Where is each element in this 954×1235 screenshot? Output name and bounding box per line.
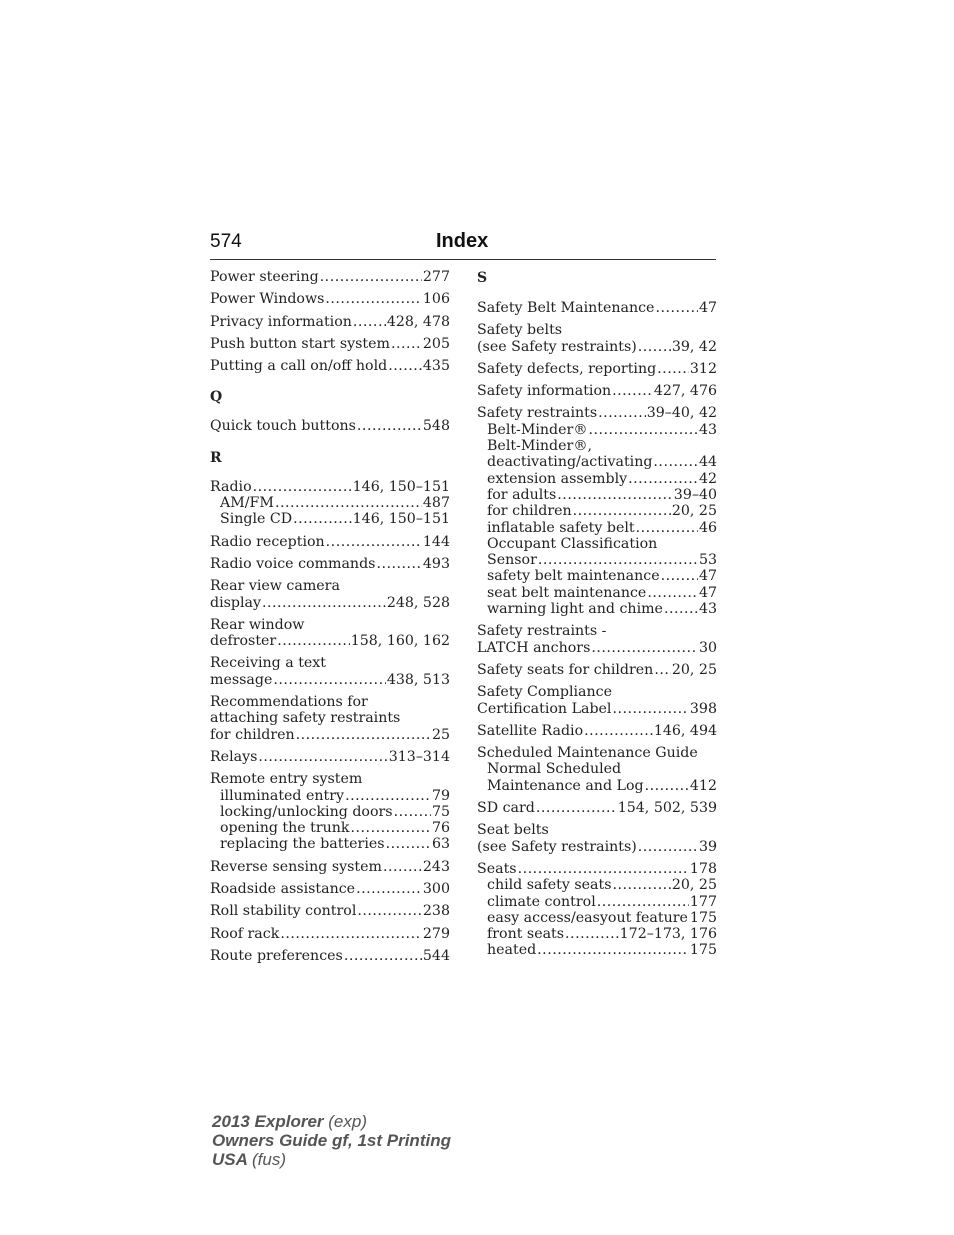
- index-entry-line: [210, 881, 450, 897]
- index-subentry: [477, 471, 717, 487]
- dot-leader: [598, 405, 646, 421]
- page-reference: 238: [422, 903, 450, 920]
- page-reference: 279: [422, 925, 450, 942]
- footer-market-code: (fus): [252, 1150, 286, 1169]
- entry-term: SD card: [477, 800, 535, 817]
- index-entry-line: [477, 300, 717, 316]
- entry-term: locking/unlocking doors: [220, 803, 393, 820]
- index-entry: [210, 694, 450, 743]
- dot-leader: [383, 859, 422, 875]
- index-entry-line: [210, 479, 450, 495]
- page-reference: 398: [689, 700, 717, 717]
- dot-leader: [275, 495, 422, 511]
- entry-term: for children: [487, 503, 572, 520]
- index-subentry: [477, 585, 717, 601]
- index-entry-line: [477, 640, 717, 656]
- entry-term: Push button start system: [210, 335, 390, 352]
- index-entry: [477, 623, 717, 656]
- entry-term: Belt-Minder®: [487, 421, 588, 438]
- index-subentry: [477, 520, 717, 536]
- entry-term: LATCH anchors: [477, 639, 591, 656]
- page-reference: 43: [698, 421, 717, 438]
- index-entry-line: [210, 694, 450, 710]
- index-entry-line: [210, 727, 450, 743]
- page-reference: 144: [422, 533, 450, 550]
- index-entry-line: [477, 322, 717, 338]
- page-reference: 175: [689, 942, 717, 959]
- dot-leader: [557, 487, 673, 503]
- entry-term: Scheduled Maintenance Guide: [477, 745, 698, 762]
- index-subentry: [477, 894, 717, 910]
- page-reference: 75: [431, 803, 450, 820]
- entry-term: Maintenance and Log: [487, 777, 644, 794]
- entry-term: attaching safety restraints: [210, 710, 401, 727]
- page-reference: 20, 25: [671, 503, 717, 520]
- index-entry-line: [210, 771, 450, 787]
- page-reference: 248, 528: [386, 594, 450, 611]
- index-entry-line: [210, 269, 450, 285]
- entry-term: Quick touch buttons: [210, 418, 356, 435]
- dot-leader: [293, 511, 351, 527]
- index-entry: [210, 881, 450, 897]
- index-subentry: [210, 836, 450, 852]
- entry-term: easy access/easyout feature: [487, 909, 688, 926]
- index-entry-line: [477, 339, 717, 355]
- entry-term: Safety Belt Maintenance: [477, 300, 655, 316]
- index-subentry: [210, 820, 450, 836]
- dot-leader: [537, 942, 689, 958]
- page-reference: 146, 494: [653, 722, 717, 739]
- footer-model-code: (exp): [328, 1112, 367, 1131]
- entry-term: (see Safety restraints): [477, 338, 637, 355]
- index-entry: [210, 926, 450, 942]
- index-entry: [477, 684, 717, 717]
- index-entry: [477, 322, 717, 355]
- entry-term: Safety restraints: [477, 405, 598, 422]
- dot-leader: [638, 839, 698, 855]
- entry-term: inflatable safety belt: [487, 519, 635, 536]
- dot-leader: [538, 552, 698, 568]
- entry-term: Remote entry system: [210, 771, 363, 788]
- index-subentry: [477, 503, 717, 519]
- index-entry-line: [210, 291, 450, 307]
- index-entry: [477, 723, 717, 739]
- index-letter-heading: S: [477, 270, 488, 286]
- entry-term: safety belt maintenance: [487, 568, 660, 585]
- index-entry-line: [477, 684, 717, 700]
- index-entry: [477, 745, 717, 794]
- page-reference: 39, 42: [671, 338, 717, 355]
- index-entry-line: [477, 745, 717, 761]
- entry-term: Single CD: [220, 511, 293, 528]
- index-entry: [477, 361, 717, 377]
- dot-leader: [591, 640, 698, 656]
- index-entry: [210, 358, 450, 374]
- document-footer: [212, 1112, 451, 1169]
- dot-leader: [280, 926, 422, 942]
- entry-term: Safety defects, reporting: [477, 360, 657, 377]
- dot-leader: [357, 418, 422, 434]
- index-entry-line: [477, 623, 717, 639]
- index-entry-line: [210, 926, 450, 942]
- dot-leader: [277, 633, 350, 649]
- page-reference: 313–314: [388, 748, 450, 765]
- dot-leader: [325, 291, 422, 307]
- page-reference: 76: [431, 820, 450, 837]
- page-reference: 20, 25: [671, 877, 717, 894]
- index-entry: [210, 655, 450, 688]
- page-reference: 493: [422, 555, 450, 572]
- index-subentry: [477, 487, 717, 503]
- page-reference: 438, 513: [386, 671, 450, 688]
- entry-term: AM/FM: [220, 495, 274, 512]
- entry-term: Radio: [210, 478, 252, 495]
- entry-term: replacing the batteries: [220, 836, 385, 853]
- index-entry-line: [210, 655, 450, 671]
- page-reference: 177: [689, 893, 717, 910]
- index-subentry: [477, 422, 717, 438]
- index-entry-line: [477, 822, 717, 838]
- entry-term: Roof rack: [210, 925, 280, 942]
- page-reference: 178: [689, 860, 717, 877]
- page-reference: 428, 478: [386, 313, 450, 330]
- index-entry-line: [210, 418, 450, 434]
- dot-leader: [647, 585, 698, 601]
- page-reference: 158, 160, 162: [350, 633, 450, 650]
- entry-term: for adults: [487, 486, 557, 503]
- index-entry-line: [210, 358, 450, 374]
- dot-leader: [253, 479, 352, 495]
- dot-leader: [296, 727, 431, 743]
- index-entry-line: [210, 948, 450, 964]
- entry-term: Safety restraints -: [477, 623, 607, 640]
- index-entry-line: [210, 578, 450, 594]
- page-reference: 544: [422, 947, 450, 964]
- entry-term: Receiving a text: [210, 655, 327, 672]
- entry-term: Putting a call on/off hold: [210, 358, 388, 375]
- page-reference: 412: [689, 777, 717, 794]
- dot-leader: [356, 881, 422, 897]
- dot-leader: [612, 383, 653, 399]
- entry-term: warning light and chime: [487, 601, 663, 618]
- dot-leader: [612, 877, 670, 893]
- entry-term: Relays: [210, 748, 258, 765]
- index-entry-line: [210, 672, 450, 688]
- dot-leader: [394, 804, 431, 820]
- entry-term: Power Windows: [210, 291, 325, 308]
- index-entry: [210, 617, 450, 650]
- page-reference: 243: [422, 858, 450, 875]
- index-entry: [210, 903, 450, 919]
- index-entry-line: [210, 749, 450, 765]
- entry-term: climate control: [487, 893, 596, 910]
- index-entry: [210, 314, 450, 330]
- index-entry-line: [477, 701, 717, 717]
- index-entry: [210, 336, 450, 352]
- dot-leader: [584, 723, 653, 739]
- index-entry: [210, 859, 450, 875]
- page-reference: 47: [698, 300, 717, 316]
- index-subentry: [477, 568, 717, 584]
- page-reference: 427, 476: [653, 383, 717, 400]
- dot-leader: [353, 314, 386, 330]
- index-entry: [210, 556, 450, 572]
- index-subentry: [210, 788, 450, 804]
- index-subentry: [210, 511, 450, 527]
- page-reference: 53: [698, 552, 717, 569]
- index-entry: [210, 948, 450, 964]
- dot-leader: [357, 903, 422, 919]
- index-subentry: [477, 910, 717, 926]
- entry-term: (see Safety restraints): [477, 838, 637, 855]
- entry-term: Sensor: [487, 552, 537, 569]
- dot-leader: [344, 948, 422, 964]
- dot-leader: [518, 861, 689, 877]
- index-entry: [210, 578, 450, 611]
- page-reference: 146, 150–151: [352, 478, 450, 495]
- index-subentry: [477, 761, 717, 777]
- page-header: [210, 229, 716, 260]
- index-entry: [210, 749, 450, 765]
- dot-leader: [589, 422, 698, 438]
- entry-term: front seats: [487, 926, 565, 943]
- page-reference: 43: [698, 601, 717, 618]
- dot-leader: [597, 894, 689, 910]
- dot-leader: [661, 568, 698, 584]
- page-reference: 205: [422, 335, 450, 352]
- index-subentry: [210, 495, 450, 511]
- page-reference: 30: [698, 639, 717, 656]
- entry-term: Seats: [477, 860, 517, 877]
- dot-leader: [536, 800, 617, 816]
- entry-term: defroster: [210, 633, 277, 650]
- entry-term: Privacy information: [210, 313, 352, 330]
- entry-term: Safety information: [477, 383, 612, 400]
- entry-term: Reverse sensing system: [210, 858, 382, 875]
- footer-edition: Owners Guide gf, 1st Printing: [212, 1131, 451, 1150]
- entry-term: Belt-Minder®,: [487, 438, 593, 455]
- index-entry: [210, 418, 450, 434]
- page-reference: 487: [422, 495, 450, 512]
- page-reference: 25: [431, 726, 450, 743]
- page-reference: 39–40: [673, 486, 717, 503]
- dot-leader: [273, 672, 385, 688]
- dot-leader: [655, 300, 697, 316]
- page-reference: 146, 150–151: [352, 511, 450, 528]
- index-subentry: [477, 601, 717, 617]
- dot-leader: [376, 556, 421, 572]
- index-subentry: [477, 877, 717, 893]
- index-subentry: [477, 438, 717, 454]
- index-subentry: [477, 778, 717, 794]
- index-column-right: [477, 266, 717, 965]
- dot-leader: [388, 358, 422, 374]
- page-reference: 47: [698, 568, 717, 585]
- dot-leader: [645, 778, 689, 794]
- index-entry-line: [477, 861, 717, 877]
- entry-term: Occupant Classification: [487, 535, 658, 552]
- page-reference: 39–40, 42: [646, 405, 717, 422]
- footer-line-1: [212, 1112, 451, 1131]
- index-entry-line: [210, 336, 450, 352]
- entry-term: Safety Compliance: [477, 684, 612, 701]
- dot-leader: [612, 701, 688, 717]
- index-entry-line: [210, 903, 450, 919]
- entry-term: heated: [487, 942, 537, 959]
- entry-term: for children: [210, 726, 295, 743]
- index-entry: [210, 534, 450, 550]
- footer-model: 2013 Explorer: [212, 1112, 324, 1131]
- dot-leader: [653, 454, 698, 470]
- index-column-left: [210, 266, 450, 970]
- index-entry-line: [210, 534, 450, 550]
- page-reference: 44: [698, 454, 717, 471]
- footer-line-2: [212, 1131, 451, 1150]
- entry-term: Radio reception: [210, 533, 325, 550]
- entry-term: Roadside assistance: [210, 881, 356, 898]
- entry-term: Roll stability control: [210, 903, 357, 920]
- index-entry-line: [477, 723, 717, 739]
- index-entry-line: [210, 859, 450, 875]
- dot-leader: [565, 926, 619, 942]
- index-entry: [210, 291, 450, 307]
- index-entry-line: [210, 314, 450, 330]
- page-reference: 172–173, 176: [619, 926, 717, 943]
- entry-term: seat belt maintenance: [487, 584, 647, 601]
- dot-leader: [573, 503, 671, 519]
- index-entry: [477, 383, 717, 399]
- entry-term: Safety belts: [477, 322, 563, 339]
- page-reference: 435: [422, 358, 450, 375]
- index-subentry: [477, 454, 717, 470]
- index-entry: [477, 822, 717, 855]
- entry-term: Satellite Radio: [477, 722, 584, 739]
- page-reference: 175: [689, 909, 718, 926]
- dot-leader: [262, 595, 386, 611]
- page-reference: 47: [698, 584, 717, 601]
- entry-term: Route preferences: [210, 947, 343, 964]
- entry-term: Rear window: [210, 616, 305, 633]
- index-entry-line: [477, 383, 717, 399]
- index-subentry: [477, 552, 717, 568]
- index-letter-heading: Q: [210, 389, 223, 406]
- index-entry-line: [477, 839, 717, 855]
- index-entry-line: [477, 405, 717, 421]
- index-letter-heading: R: [210, 449, 222, 466]
- entry-term: child safety seats: [487, 877, 612, 894]
- entry-term: extension assembly: [487, 470, 628, 487]
- footer-market: USA: [212, 1150, 248, 1169]
- dot-leader: [636, 520, 698, 536]
- entry-term: display: [210, 594, 261, 611]
- entry-term: message: [210, 671, 273, 688]
- page-reference: 63: [431, 836, 450, 853]
- dot-leader: [345, 788, 431, 804]
- page-reference: 277: [422, 269, 450, 285]
- index-entry-line: [210, 710, 450, 726]
- dot-leader: [320, 269, 422, 285]
- entry-term: Recommendations for: [210, 694, 368, 711]
- page-number: 574: [210, 231, 242, 252]
- page-title: Index: [436, 230, 489, 252]
- index-entry: [477, 861, 717, 959]
- dot-leader: [351, 820, 431, 836]
- index-entry: [477, 405, 717, 617]
- dot-leader: [258, 749, 387, 765]
- entry-term: Safety seats for children: [477, 661, 654, 678]
- page-reference: 79: [431, 787, 450, 804]
- entry-term: deactivating/activating: [487, 454, 653, 471]
- index-entry: [210, 269, 450, 285]
- index-entry-line: [210, 617, 450, 633]
- entry-term: Seat belts: [477, 822, 549, 839]
- index-entry: [477, 800, 717, 816]
- page-reference: 312: [689, 360, 717, 377]
- footer-line-3: [212, 1150, 451, 1169]
- dot-leader: [391, 336, 422, 352]
- index-entry-line: [210, 595, 450, 611]
- index-subentry: [477, 536, 717, 552]
- index-entry-line: [477, 800, 717, 816]
- index-entry: [477, 662, 717, 678]
- entry-term: illuminated entry: [220, 787, 345, 804]
- entry-term: Radio voice commands: [210, 555, 376, 572]
- dot-leader: [628, 471, 698, 487]
- index-entry-line: [477, 662, 717, 678]
- dot-leader: [654, 662, 671, 678]
- index-subentry: [210, 804, 450, 820]
- index-entry: [210, 479, 450, 528]
- index-entry-line: [477, 361, 717, 377]
- dot-leader: [657, 361, 689, 377]
- entry-term: Power steering: [210, 269, 319, 285]
- index-entry: [477, 300, 717, 316]
- entry-term: opening the trunk: [220, 820, 350, 837]
- page-reference: 154, 502, 539: [617, 800, 717, 817]
- entry-term: Certification Label: [477, 700, 612, 717]
- entry-term: Normal Scheduled: [487, 761, 622, 778]
- page-reference: 20, 25: [671, 661, 717, 678]
- dot-leader: [326, 534, 422, 550]
- page-reference: 548: [422, 418, 450, 435]
- entry-term: Rear view camera: [210, 578, 340, 595]
- page-reference: 42: [698, 470, 717, 487]
- index-entry-line: [210, 633, 450, 649]
- page-reference: 106: [422, 291, 450, 308]
- index-subentry: [477, 942, 717, 958]
- page-reference: 46: [698, 519, 717, 536]
- dot-leader: [664, 601, 698, 617]
- dot-leader: [638, 339, 671, 355]
- page-reference: 300: [422, 881, 450, 898]
- index-entry: [210, 771, 450, 852]
- page-reference: 39: [698, 838, 717, 855]
- index-entry-line: [210, 556, 450, 572]
- dot-leader: [386, 836, 431, 852]
- index-subentry: [477, 926, 717, 942]
